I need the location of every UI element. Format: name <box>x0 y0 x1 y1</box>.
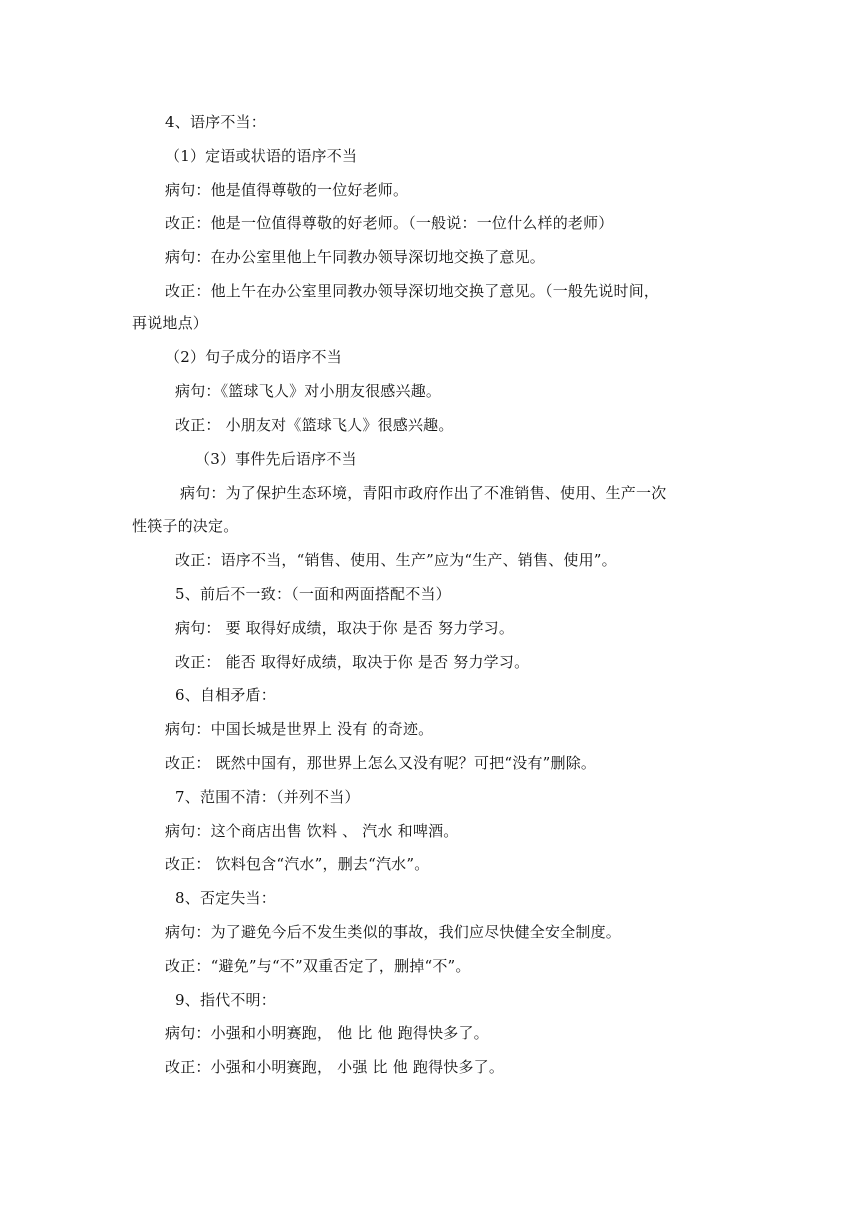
faulty-sentence-2: 病句：在办公室里他上午同教办领导深切地交换了意见。 <box>165 248 546 266</box>
correction-4: 改正：语序不当，“销售、使用、生产”应为“生产、销售、使用”。 <box>175 551 617 569</box>
faulty-sentence-4: 病句：为了保护生态环境，青阳市政府作出了不准销售、使用、生产一次 <box>180 484 667 502</box>
faulty-sentence-9: 病句：小强和小明赛跑， 他 比 他 跑得快多了。 <box>165 1024 489 1042</box>
heading-self-contradiction: 6、自相矛盾： <box>175 686 276 704</box>
faulty-sentence-6: 病句：中国长城是世界上 没有 的奇迹。 <box>165 720 434 738</box>
heading-inconsistency: 5、前后不一致：（一面和两面搭配不当） <box>175 585 451 603</box>
subheading-component-order: （2）句子成分的语序不当 <box>165 348 342 366</box>
heading-improper-negation: 8、否定失当： <box>175 889 276 907</box>
heading-unclear-reference: 9、指代不明： <box>175 991 276 1009</box>
correction-5: 改正： 能否 取得好成绩，取决于你 是否 努力学习。 <box>175 653 530 671</box>
heading-word-order: 4、语序不当： <box>165 113 266 131</box>
correction-1: 改正：他是一位值得尊敬的好老师。（一般说：一位什么样的老师） <box>165 214 614 232</box>
correction-3: 改正： 小朋友对《篮球飞人》很感兴趣。 <box>175 416 454 434</box>
correction-6: 改正： 既然中国有，那世界上怎么又没有呢？可把“没有”删除。 <box>165 754 597 772</box>
correction-8: 改正：“避免”与“不”双重否定了，删掉“不”。 <box>165 957 471 975</box>
subheading-event-order: （3）事件先后语序不当 <box>195 450 357 468</box>
correction-2: 改正：他上午在办公室里同教办领导深切地交换了意见。（一般先说时间， <box>165 282 660 300</box>
faulty-sentence-4-continued: 性筷子的决定。 <box>132 517 239 535</box>
faulty-sentence-8: 病句：为了避免今后不发生类似的事故，我们应尽快健全安全制度。 <box>165 923 622 941</box>
faulty-sentence-5: 病句： 要 取得好成绩，取决于你 是否 努力学习。 <box>175 619 515 637</box>
subheading-attributive-order: （1）定语或状语的语序不当 <box>165 147 358 165</box>
heading-unclear-scope: 7、范围不清：（并列不当） <box>175 788 360 806</box>
faulty-sentence-7: 病句：这个商店出售 饮料 、 汽水 和啤酒。 <box>165 822 459 840</box>
correction-7: 改正： 饮料包含“汽水”，删去“汽水”。 <box>165 855 430 873</box>
correction-9: 改正：小强和小明赛跑， 小强 比 他 跑得快多了。 <box>165 1058 505 1076</box>
faulty-sentence-1: 病句：他是值得尊敬的一位好老师。 <box>165 181 409 199</box>
correction-2-continued: 再说地点） <box>132 314 209 332</box>
faulty-sentence-3: 病句：《篮球飞人》对小朋友很感兴趣。 <box>175 382 442 400</box>
